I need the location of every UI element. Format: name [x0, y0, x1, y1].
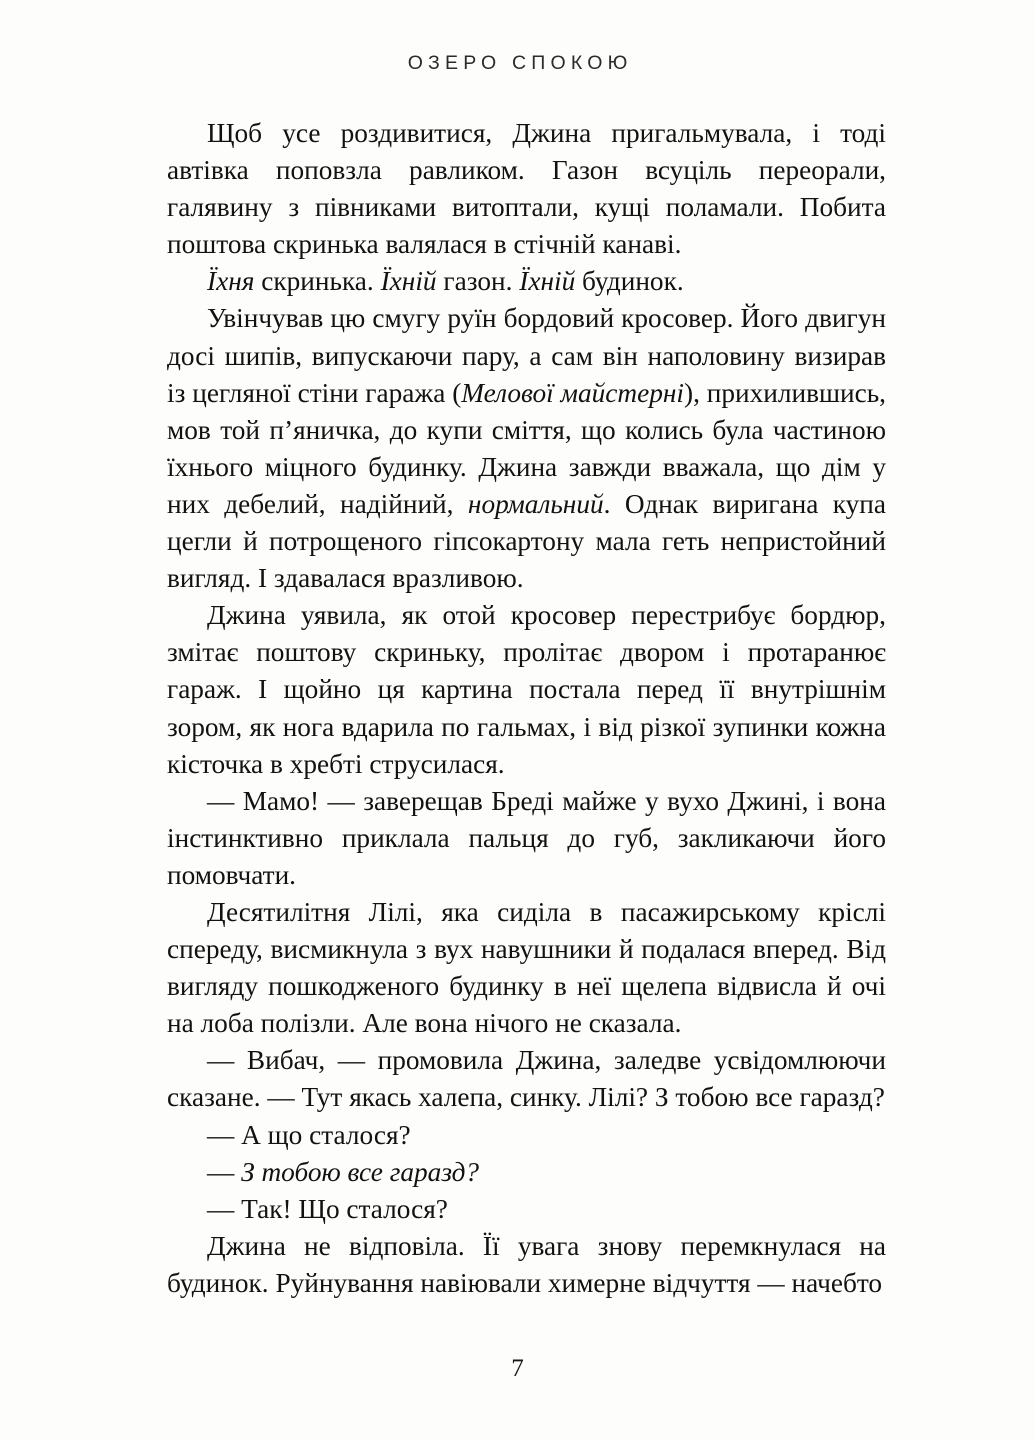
text-run: Увінчував цю смугу руїн бордовий кросовер. Його двигун досі шипів, випускаючи пару, а сам він наполовину визирав із цегляної стіни гаража ( [167, 303, 886, 408]
emphasis-text: Їхній [519, 266, 576, 297]
text-run: — Мамо! — заверещав Бреді майже у вухо Джині, і вона інстинктивно приклала пальця до губ, закликаючи його помовчати. [167, 785, 886, 890]
paragraph [167, 783, 886, 894]
paragraph [167, 597, 886, 782]
body-text [167, 115, 886, 1302]
text-run: скринька. [254, 266, 381, 297]
paragraph [167, 300, 886, 597]
text-run: — Так! Що сталося? [207, 1193, 448, 1224]
paragraph [167, 1191, 886, 1228]
running-head: ОЗЕРО СПОКОЮ [407, 52, 633, 74]
paragraph [167, 1042, 886, 1116]
emphasis-text: Їхній [380, 266, 437, 297]
paragraph [167, 115, 886, 263]
paragraph [167, 263, 886, 300]
text-run: Десятилітня Лілі, яка сиділа в пасажирському кріслі спереду, висмикнула з вух навушники й подалася вперед. Від вигляду пошкодженого будинку в неї щелепа відвисла й очі на лоба полізли. Але вона нічого не сказала. [167, 896, 886, 1039]
paragraph [167, 894, 886, 1042]
text-run: — А що сталося? [207, 1119, 411, 1150]
text-run: газон. [436, 266, 520, 297]
emphasis-text: Їхня [207, 266, 255, 297]
emphasis-text: нормальний [467, 488, 604, 519]
paragraph [167, 1117, 886, 1154]
paragraph [167, 1228, 886, 1302]
text-run: Щоб усе роздивитися, Джина пригальмувала, і тоді автівка поповзла равликом. Газон всуціль переорали, галявину з півниками витоптали, кущі поламали. Побита поштова скринька валялася в стічній канаві. [167, 118, 886, 260]
text-run: ), прихилившись, мов той п’яничка, до купи сміття, що колись була частиною їхнього міцного будинку. Джина завжди вважала, що дім у них дебелий, надійний, [167, 377, 887, 519]
text-run: Джина уявила, як отой кросовер перестрибує бордюр, змітає поштову скриньку, пролітає двором і протаранює гараж. І щойно ця картина постала перед її внутрішнім зором, як нога вдарила по гальмах, і від різкої зупинки кожна кісточка в хребті струсилася. [167, 600, 886, 779]
text-run: — [207, 1156, 242, 1187]
text-run: будинок. [575, 266, 684, 297]
emphasis-text: З тобою все гаразд? [241, 1156, 480, 1187]
page-number: 7 [511, 1355, 524, 1382]
paragraph [167, 1154, 886, 1191]
text-run: . Однак виригана купа цегли й потрощеного гіпсокартону мала геть непристойний вигляд. І здавалася вразливою. [167, 488, 886, 594]
text-run: — Вибач, — промовила Джина, заледве усвідомлюючи сказане. — Тут якась халепа, синку. Лілі? З тобою все гаразд? [167, 1045, 886, 1113]
emphasis-text: Мелової майстерні [461, 377, 684, 408]
text-run: Джина не відповіла. Її увага знову перемкнулася на будинок. Руйнування навіювали химерне відчуття — начебто [167, 1230, 886, 1298]
